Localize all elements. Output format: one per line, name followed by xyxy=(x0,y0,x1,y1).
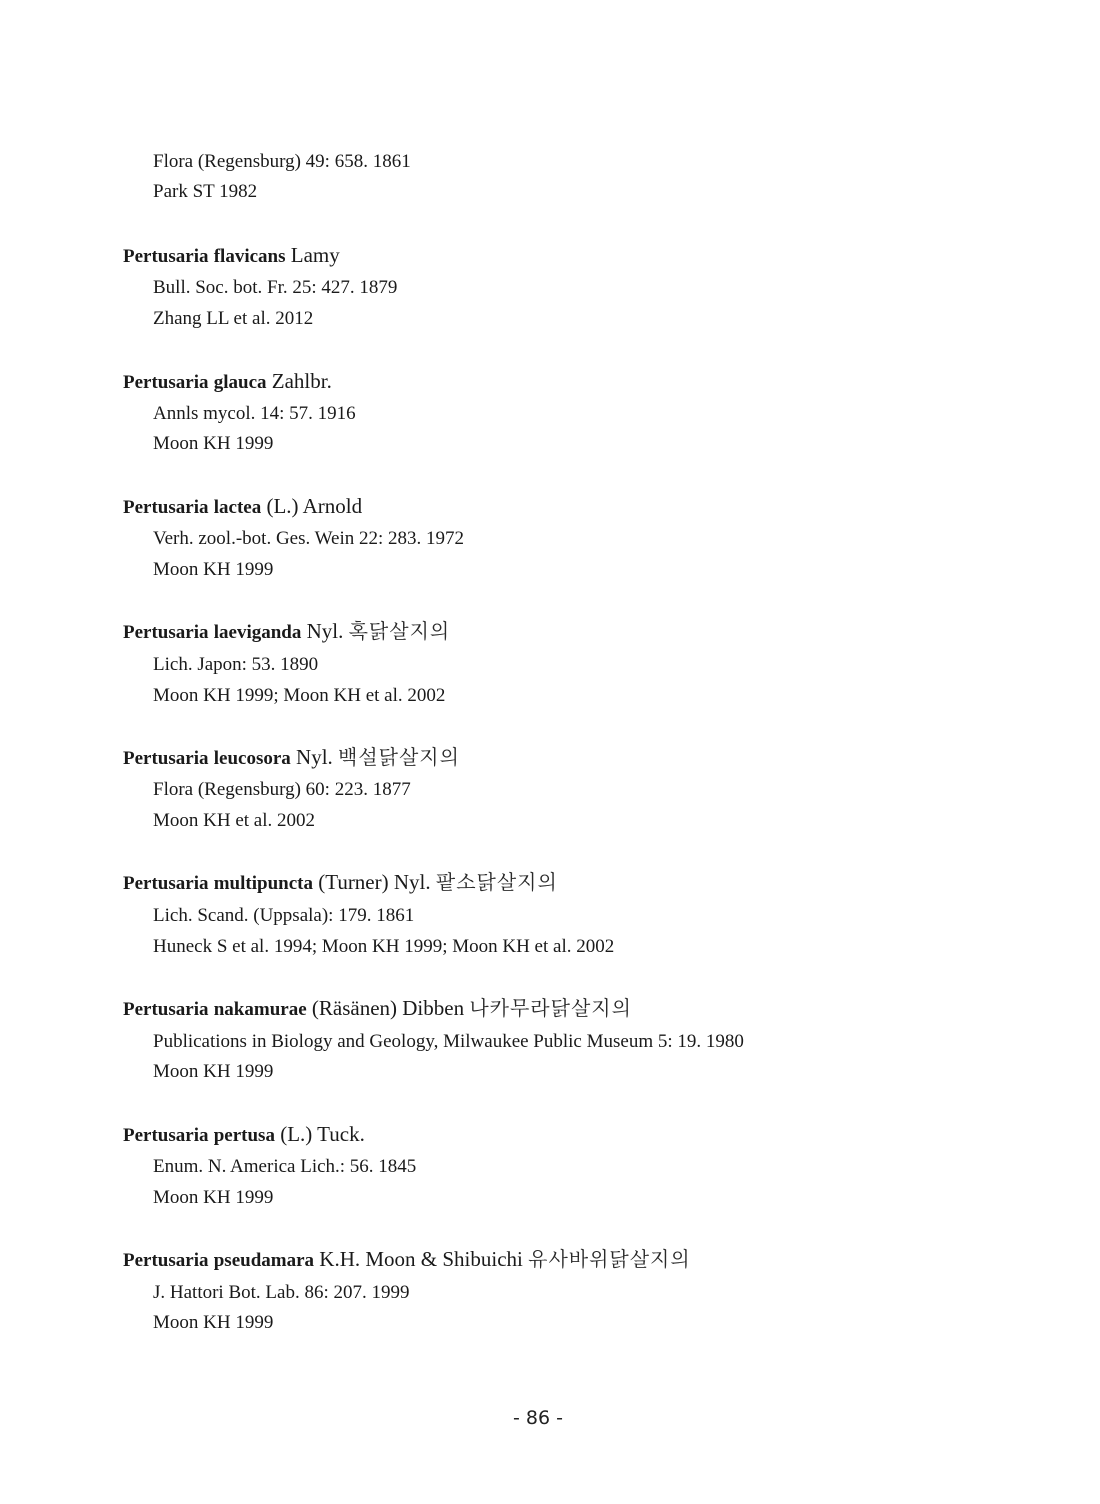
species-epithet: pseudamara xyxy=(213,1250,315,1271)
species-epithet: flavicans xyxy=(213,246,286,267)
intro-publication: Flora (Regensburg) 49: 658. 1861 xyxy=(153,151,411,172)
species-author: Zahlbr. xyxy=(271,369,332,393)
species-epithet: leucosora xyxy=(213,748,291,769)
publication-citation: Annls mycol. 14: 57. 1916 xyxy=(153,403,356,424)
genus-name: Pertusaria xyxy=(123,372,209,393)
genus-name: Pertusaria xyxy=(123,873,209,894)
intro-reference: Park ST 1982 xyxy=(153,181,258,202)
genus-name: Pertusaria xyxy=(123,1125,209,1146)
genus-name: Pertusaria xyxy=(123,246,209,267)
literature-reference: Huneck S et al. 1994; Moon KH 1999; Moon KH et al. 2002 xyxy=(153,936,615,957)
species-author: (Räsänen) Dibben xyxy=(311,996,465,1020)
species-author: (L.) Tuck. xyxy=(280,1122,365,1146)
publication-citation: Lich. Japon: 53. 1890 xyxy=(153,654,319,675)
species-epithet: laeviganda xyxy=(213,622,302,643)
species-author: K.H. Moon & Shibuichi xyxy=(319,1247,523,1271)
species-epithet: nakamurae xyxy=(213,999,307,1020)
page-number: - 86 - xyxy=(513,1407,563,1429)
species-epithet: lactea xyxy=(213,497,262,518)
literature-reference: Moon KH 1999; Moon KH et al. 2002 xyxy=(153,685,446,706)
literature-reference: Moon KH et al. 2002 xyxy=(153,810,316,831)
korean-name: 나카무라닭살지의 xyxy=(469,996,632,1020)
publication-citation: Bull. Soc. bot. Fr. 25: 427. 1879 xyxy=(153,277,398,298)
genus-name: Pertusaria xyxy=(123,748,209,769)
publication-citation: Publications in Biology and Geology, Milwaukee Public Museum 5: 19. 1980 xyxy=(153,1031,744,1052)
species-heading xyxy=(123,621,450,642)
genus-name: Pertusaria xyxy=(123,622,209,643)
species-author: Nyl. xyxy=(306,619,344,643)
species-heading xyxy=(123,496,362,517)
species-heading xyxy=(123,747,460,768)
literature-reference: Moon KH 1999 xyxy=(153,1061,274,1082)
species-author: Lamy xyxy=(290,243,340,267)
species-author: (Turner) Nyl. xyxy=(318,870,431,894)
species-heading xyxy=(123,1249,691,1270)
species-epithet: multipuncta xyxy=(213,873,313,894)
publication-citation: J. Hattori Bot. Lab. 86: 207. 1999 xyxy=(153,1282,410,1303)
species-heading xyxy=(123,1124,365,1145)
species-heading xyxy=(123,245,340,266)
literature-reference: Zhang LL et al. 2012 xyxy=(153,308,314,329)
species-author: (L.) Arnold xyxy=(266,494,363,518)
species-heading xyxy=(123,872,558,893)
korean-name: 팥소닭살지의 xyxy=(435,870,558,894)
literature-reference: Moon KH 1999 xyxy=(153,559,274,580)
korean-name: 유사바위닭살지의 xyxy=(528,1247,691,1271)
genus-name: Pertusaria xyxy=(123,1250,209,1271)
literature-reference: Moon KH 1999 xyxy=(153,433,274,454)
species-epithet: pertusa xyxy=(213,1125,275,1146)
publication-citation: Flora (Regensburg) 60: 223. 1877 xyxy=(153,779,411,800)
korean-name: 혹닭살지의 xyxy=(348,619,451,643)
publication-citation: Verh. zool.-bot. Ges. Wein 22: 283. 1972 xyxy=(153,528,465,549)
species-heading xyxy=(123,371,332,392)
genus-name: Pertusaria xyxy=(123,497,209,518)
genus-name: Pertusaria xyxy=(123,999,209,1020)
species-author: Nyl. xyxy=(296,745,333,769)
publication-citation: Enum. N. America Lich.: 56. 1845 xyxy=(153,1156,417,1177)
species-epithet: glauca xyxy=(213,372,267,393)
korean-name: 백설닭살지의 xyxy=(338,745,460,769)
species-heading xyxy=(123,998,632,1019)
literature-reference: Moon KH 1999 xyxy=(153,1312,274,1333)
publication-citation: Lich. Scand. (Uppsala): 179. 1861 xyxy=(153,905,415,926)
literature-reference: Moon KH 1999 xyxy=(153,1187,274,1208)
